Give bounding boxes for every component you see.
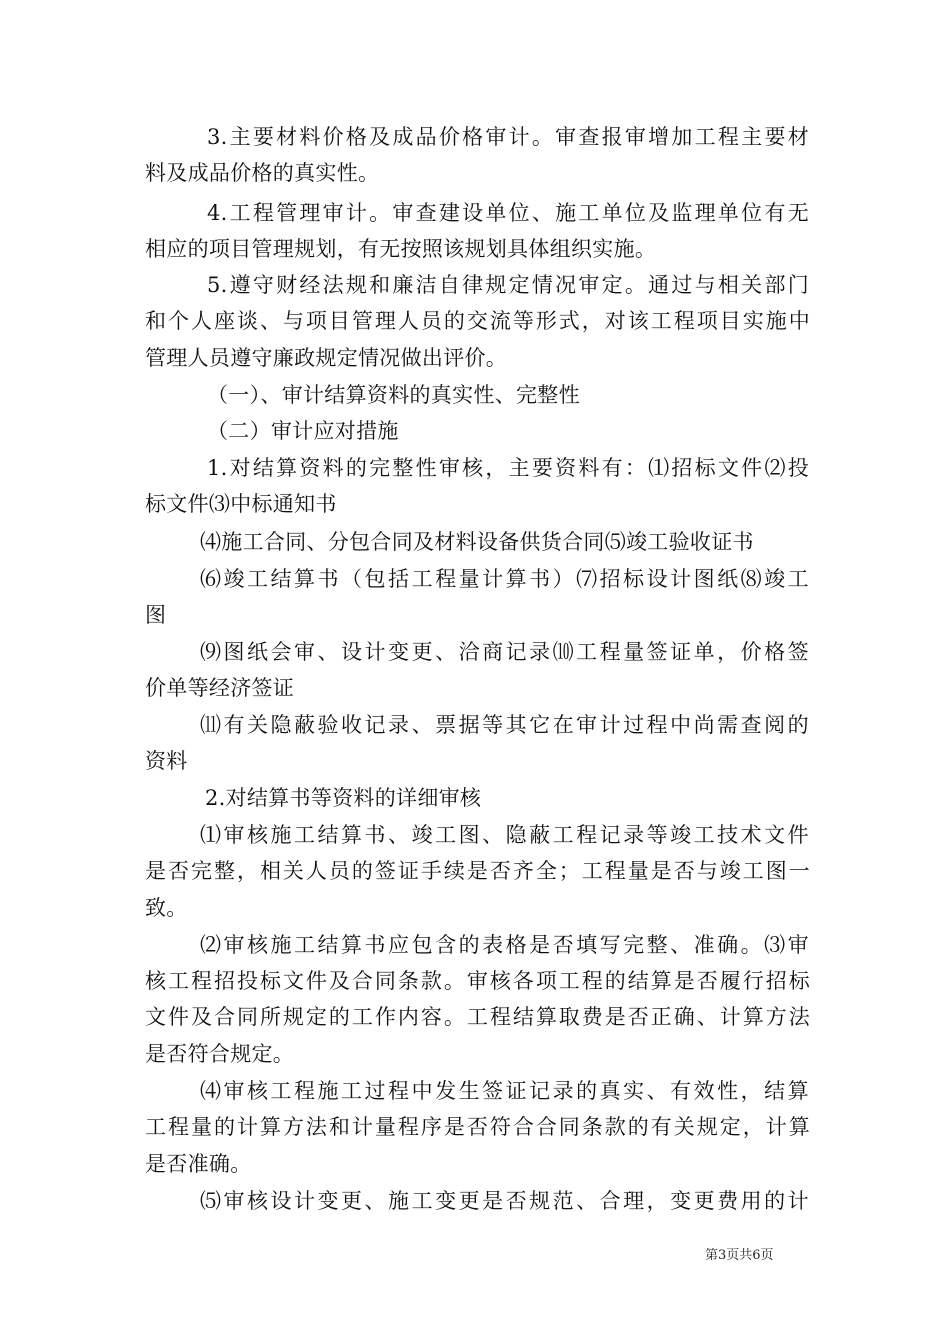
paragraph-line: 5.遵守财经法规和廉洁自律规定情况审定。通过与相关部门: [207, 273, 809, 297]
paragraph-line: 资料: [145, 749, 188, 773]
paragraph-line: 价单等经济签证: [145, 676, 295, 700]
paragraph-line: ⑹竣工结算书（包括工程量计算书）⑺招标设计图纸⑻竣工: [200, 567, 809, 591]
paragraph-line: 文件及合同所规定的工作内容。工程结算取费是否正确、计算方法: [145, 1005, 810, 1029]
paragraph-line: 图: [145, 603, 167, 627]
paragraph-line: 2.对结算书等资料的详细审核: [205, 786, 482, 810]
paragraph-line: 4.工程管理审计。审查建设单位、施工单位及监理单位有无: [207, 201, 809, 225]
paragraph-line: ⑷审核工程施工过程中发生签证记录的真实、有效性，结算: [200, 1079, 809, 1103]
paragraph-line: 是否符合规定。: [145, 1042, 295, 1066]
paragraph-line: ⑴审核施工结算书、竣工图、隐蔽工程记录等竣工技术文件: [200, 823, 809, 847]
paragraph-line: 核工程招投标文件及合同条款。审核各项工程的结算是否履行招标: [145, 969, 810, 993]
paragraph-line: ⑸审核设计变更、施工变更是否规范、合理，变更费用的计: [200, 1189, 809, 1213]
paragraph-line: 和个人座谈、与项目管理人员的交流等形式，对该工程项目实施中: [145, 309, 810, 333]
paragraph-line: 是否完整，相关人员的签证手续是否齐全；工程量是否与竣工图一: [145, 859, 810, 883]
paragraph-line: 致。: [145, 896, 188, 920]
paragraph-line: 标文件⑶中标通知书: [145, 492, 337, 516]
paragraph-line: 是否准确。: [145, 1152, 252, 1176]
paragraph-line: 相应的项目管理规划，有无按照该规划具体组织实施。: [145, 237, 657, 261]
section-heading: （一）、审计结算资料的真实性、完整性: [207, 383, 580, 407]
paragraph-line: 料及成品价格的真实性。: [145, 161, 380, 185]
section-heading: （二）审计应对措施: [207, 419, 399, 443]
paragraph-line: ⑵审核施工结算书应包含的表格是否填写完整、准确。⑶审: [200, 933, 809, 957]
paragraph-line: 3.主要材料价格及成品价格审计。审查报审增加工程主要材: [207, 125, 809, 149]
paragraph-line: ⑼图纸会审、设计变更、洽商记录⑽工程量签证单，价格签: [200, 640, 809, 664]
paragraph-line: 管理人员遵守廉政规定情况做出评价。: [145, 346, 508, 370]
paragraph-line: ⑾有关隐蔽验收记录、票据等其它在审计过程中尚需查阅的: [200, 713, 809, 737]
page-number: 第3页共6页: [705, 1248, 774, 1263]
paragraph-line: 1.对结算资料的完整性审核，主要资料有：⑴招标文件⑵投: [207, 456, 809, 480]
paragraph-line: 工程量的计算方法和计量程序是否符合合同条款的有关规定，计算: [145, 1115, 810, 1139]
paragraph-line: ⑷施工合同、分包合同及材料设备供货合同⑸竣工验收证书: [200, 530, 754, 554]
